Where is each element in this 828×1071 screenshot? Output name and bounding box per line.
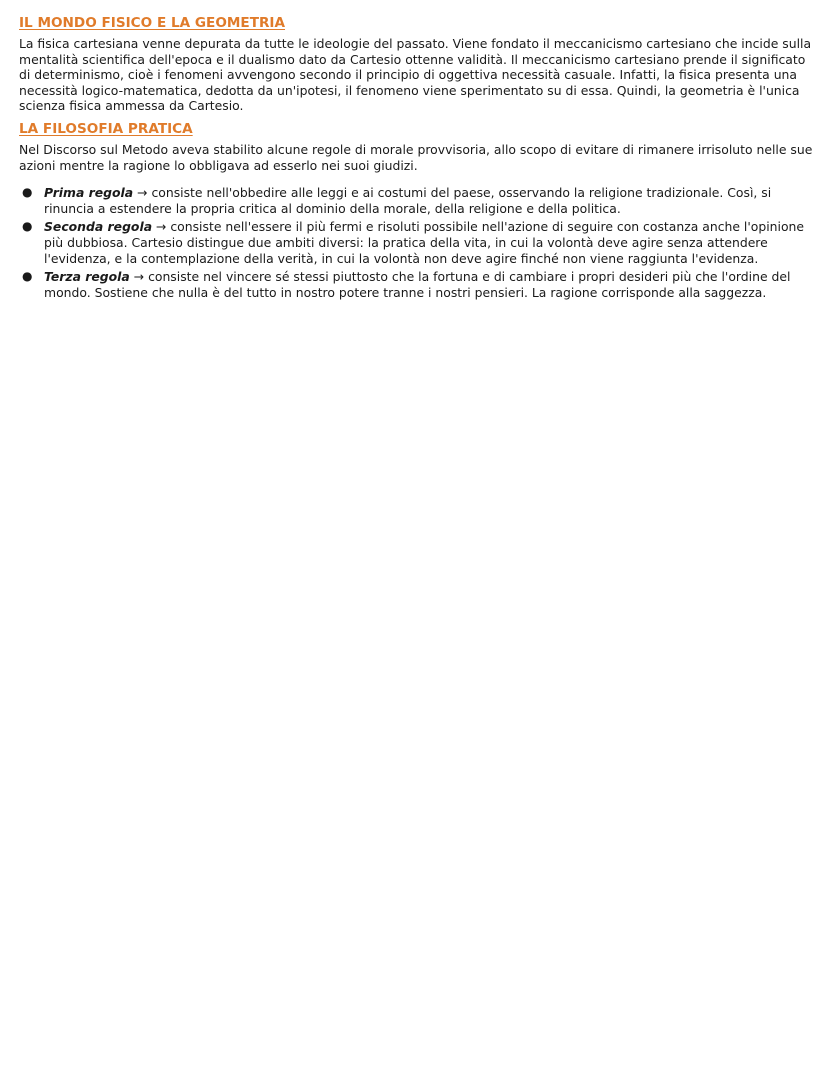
rules-list	[19, 185, 814, 300]
arrow-right-icon: →	[133, 269, 145, 285]
rule-name: Terza regola	[44, 269, 130, 285]
list-item-prima-regola	[19, 185, 814, 216]
section-heading-filosofia-pratica: LA FILOSOFIA PRATICA	[19, 120, 193, 137]
rule-text: consiste nell'obbedire alle leggi e ai costumi del paese, osservando la religione tradizionale. Così, si rinuncia a estendere la propria critica al dominio della morale, della religione e della politica.	[44, 185, 772, 216]
paragraph-filosofia-intro: Nel Discorso sul Metodo aveva stabilito alcune regole di morale provvisoria, allo scopo di evitare di rimanere irrisoluto nelle sue azioni mentre la ragione lo obbligava ad esserlo nei suoi giudizi.	[19, 141, 813, 173]
bullet-icon: ●	[22, 269, 33, 284]
bullet-icon: ●	[22, 219, 33, 234]
rule-name: Prima regola	[44, 185, 134, 201]
list-item-seconda-regola	[19, 219, 814, 266]
rule-text: consiste nel vincere sé stessi piuttosto che la fortuna e di cambiare i propri desideri più che l'ordine del mondo. Sostiene che nulla è del tutto in nostro potere tranne i nostri pensieri. La ragione corrisponde alla saggezza.	[44, 269, 791, 300]
arrow-right-icon: →	[156, 219, 167, 235]
paragraph-mondo-fisico: La fisica cartesiana venne depurata da tutte le ideologie del passato. Viene fondato il meccanicismo cartesiano che incide sulla mentalità scientifica dell'epoca e il dualismo dato da Cartesio ottenne validità. Il meccanicismo cartesiano prende il significato di determinismo, cioè i fenomeni avvengono secondo il principio di oggettiva necessità casuale. Infatti, la fisica presenta una necessità logico-matematica, dedotta da un'ipotesi, il fenomeno viene sperimentato su di essa. Quindi, la geometria è l'unica scienza fisica ammessa da Cartesio.	[19, 36, 812, 114]
list-item-terza-regola	[19, 269, 814, 300]
rule-text: consiste nell'essere il più fermi e risoluti possibile nell'azione di seguire con costanza anche l'opinione più dubbiosa. Cartesio distingue due ambiti diversi: la pratica della vita, in cui la volontà deve agire senza attendere l'evidenza, e la contemplazione della verità, in cui la volontà non deve agire finché non viene raggiunta l'evidenza.	[44, 219, 805, 266]
bullet-icon: ●	[22, 185, 33, 200]
rule-name: Seconda regola	[44, 219, 153, 235]
arrow-right-icon: →	[137, 185, 148, 201]
section-heading-mondo-fisico: IL MONDO FISICO E LA GEOMETRIA	[19, 15, 286, 31]
document-page	[19, 14, 814, 303]
